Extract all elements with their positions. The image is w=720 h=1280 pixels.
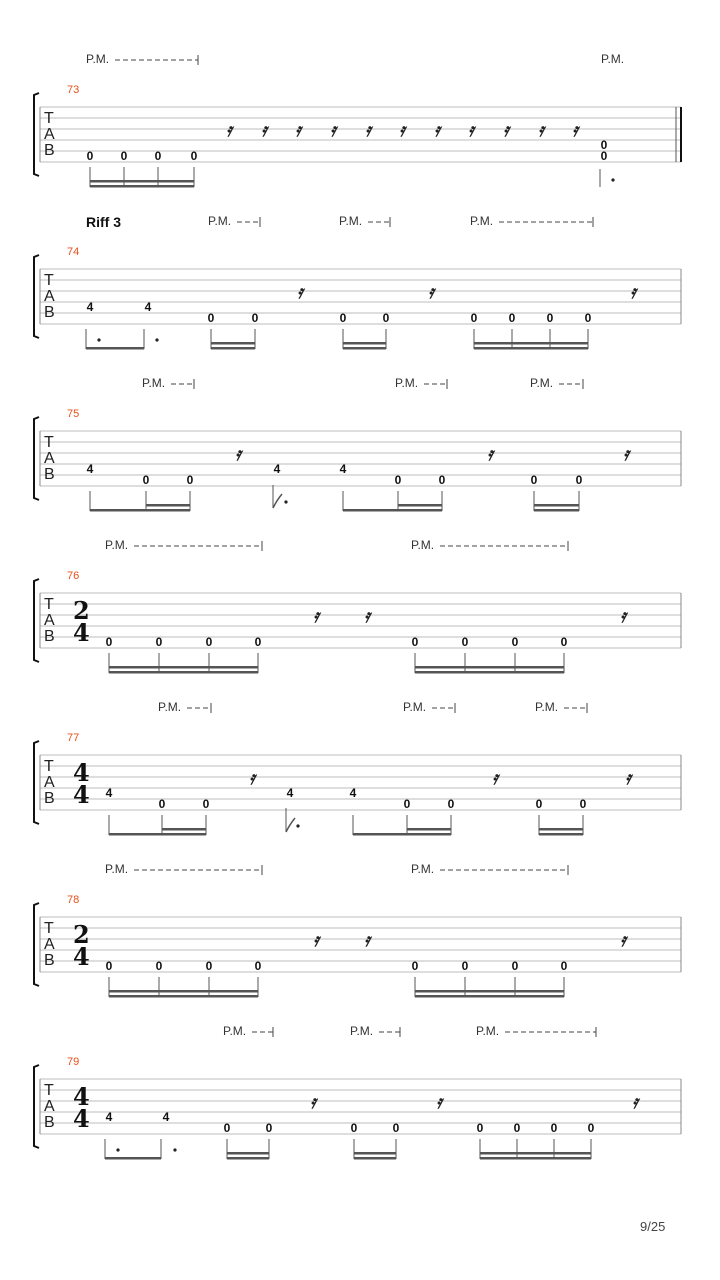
system-bracket [34,93,39,176]
sixteenth-rest: 𝄿 [226,120,232,141]
beam-secondary [227,1152,269,1155]
system-measure-76 [34,538,681,674]
palm-mute-label: P.M. [350,1024,374,1038]
beam [109,671,258,674]
fret-number: 0 [205,635,213,649]
beam [474,347,588,350]
measure-number: 78 [67,894,80,906]
system-bracket [34,1065,39,1148]
fret-number: 0 [251,311,259,325]
sixteenth-rest: 𝄿 [310,1092,316,1113]
fret-number: 0 [560,635,568,649]
palm-mute-label: P.M. [403,700,427,714]
beam [415,671,564,674]
tab-letter-t: T [44,1082,54,1099]
beam [415,995,564,998]
fret-number: 0 [202,797,210,811]
beam [534,509,579,512]
fret-number: 0 [254,959,262,973]
beam-secondary [398,504,442,507]
tab-letter-b: B [44,790,55,807]
tab-letter-a: A [44,288,55,305]
beam-secondary [415,666,564,669]
palm-mute-label: P.M. [105,538,129,552]
time-signature-bottom: 4 [73,780,90,809]
tab-letter-a: A [44,126,55,143]
sixteenth-rest: 𝄿 [492,768,498,789]
sixteenth-rest: 𝄿 [436,1092,442,1113]
fret-number: 0 [600,149,608,163]
measure-number: 75 [67,408,80,420]
fret-number: 0 [411,959,419,973]
time-signature-top: 2 [73,920,90,949]
sixteenth-rest: 𝄿 [620,930,626,951]
system-bracket [34,903,39,986]
sixteenth-rest: 𝄿 [235,444,241,465]
tab-letter-t: T [44,434,54,451]
beam [343,347,386,350]
fret-number: 0 [155,635,163,649]
fret-number: 0 [530,473,538,487]
fret-number: 4 [286,786,294,800]
fret-number: 4 [86,300,94,314]
fret-number: 0 [600,138,608,152]
fret-number: 0 [86,149,94,163]
system-measure-77 [34,700,681,836]
sixteenth-rest: 𝄿 [364,606,370,627]
system-measure-78 [34,862,681,998]
page-number: 9/25 [640,1219,666,1234]
fret-number: 0 [550,1121,558,1135]
palm-mute-label: P.M. [535,700,559,714]
palm-mute-label: P.M. [601,52,625,66]
system-bracket [34,417,39,500]
measure-number: 74 [67,246,80,258]
fret-number: 0 [470,311,478,325]
system-bracket [34,579,39,662]
palm-mute-label: P.M. [158,700,182,714]
system-measure-79 [34,1024,681,1160]
sixteenth-rest: 𝄿 [538,120,544,141]
beam-secondary [480,1152,591,1155]
system-measure-75 [34,376,681,512]
sixteenth-rest: 𝄿 [572,120,578,141]
time-signature-bottom: 4 [73,618,90,647]
beam-secondary [162,828,206,831]
fret-number: 4 [339,462,347,476]
beam [353,833,451,836]
beam [354,1157,396,1160]
beam-secondary [109,666,258,669]
fret-number: 0 [254,635,262,649]
fret-number: 0 [575,473,583,487]
beam [343,509,442,512]
beam [539,833,583,836]
tab-letter-b: B [44,628,55,645]
augmentation-dot [296,824,299,827]
tab-letter-a: A [44,450,55,467]
measure-number: 79 [67,1056,80,1068]
fret-number: 0 [223,1121,231,1135]
tab-letter-a: A [44,936,55,953]
fret-number: 0 [511,635,519,649]
fret-number: 0 [476,1121,484,1135]
beam [211,347,255,350]
sixteenth-rest: 𝄿 [364,930,370,951]
sixteenth-rest: 𝄿 [434,120,440,141]
fret-number: 0 [513,1121,521,1135]
fret-number: 0 [447,797,455,811]
fret-number: 0 [587,1121,595,1135]
sixteenth-rest: 𝄿 [630,282,636,303]
fret-number: 4 [273,462,281,476]
measure-number: 77 [67,732,80,744]
fret-number: 0 [579,797,587,811]
fret-number: 0 [186,473,194,487]
beam [480,1157,591,1160]
system-measure-74 [34,214,681,350]
sixteenth-rest: 𝄿 [632,1092,638,1113]
beam [105,1157,161,1160]
beam-secondary [211,342,255,345]
fret-number: 0 [392,1121,400,1135]
sixteenth-rest: 𝄿 [428,282,434,303]
beam-secondary [539,828,583,831]
sixteenth-rest: 𝄿 [399,120,405,141]
beam-secondary [146,504,190,507]
tab-letter-a: A [44,612,55,629]
tab-letter-t: T [44,758,54,775]
tab-letter-b: B [44,142,55,159]
sixteenth-rest: 𝄿 [249,768,255,789]
fret-number: 0 [154,149,162,163]
sixteenth-rest: 𝄿 [365,120,371,141]
fret-number: 0 [461,959,469,973]
measure-number: 73 [67,84,80,96]
sixteenth-rest: 𝄿 [620,606,626,627]
beam [90,185,194,188]
fret-number: 4 [162,1110,170,1124]
beam-secondary [109,990,258,993]
fret-number: 0 [535,797,543,811]
system-bracket [34,255,39,338]
fret-number: 4 [105,786,113,800]
augmentation-dot [155,338,158,341]
tab-letter-b: B [44,466,55,483]
fret-number: 0 [461,635,469,649]
sixteenth-rest: 𝄿 [313,606,319,627]
palm-mute-label: P.M. [339,214,363,228]
augmentation-dot [284,500,287,503]
palm-mute-label: P.M. [411,538,435,552]
beam [86,347,144,350]
beam [109,995,258,998]
beam-secondary [407,828,451,831]
tab-letter-b: B [44,1114,55,1131]
sixteenth-rest: 𝄿 [313,930,319,951]
beam [227,1157,269,1160]
time-signature-top: 2 [73,596,90,625]
sixteenth-rest: 𝄿 [330,120,336,141]
tab-letter-t: T [44,596,54,613]
note-flag [286,818,295,832]
sixteenth-rest: 𝄿 [625,768,631,789]
beam-secondary [343,342,386,345]
fret-number: 4 [144,300,152,314]
tab-letter-t: T [44,272,54,289]
fret-number: 4 [105,1110,113,1124]
sixteenth-rest: 𝄿 [503,120,509,141]
fret-number: 4 [86,462,94,476]
time-signature-bottom: 4 [73,942,90,971]
fret-number: 0 [120,149,128,163]
fret-number: 0 [411,635,419,649]
tab-letter-a: A [44,774,55,791]
sixteenth-rest: 𝄿 [261,120,267,141]
beam-secondary [474,342,588,345]
palm-mute-label: P.M. [411,862,435,876]
fret-number: 4 [349,786,357,800]
palm-mute-label: P.M. [105,862,129,876]
sixteenth-rest: 𝄿 [487,444,493,465]
fret-number: 0 [394,473,402,487]
beam [90,509,190,512]
sixteenth-rest: 𝄿 [295,120,301,141]
fret-number: 0 [339,311,347,325]
palm-mute-label: P.M. [470,214,494,228]
fret-number: 0 [105,635,113,649]
time-signature-top: 4 [73,758,90,787]
fret-number: 0 [438,473,446,487]
beam-secondary [534,504,579,507]
augmentation-dot [173,1148,176,1151]
fret-number: 0 [403,797,411,811]
tab-letter-t: T [44,110,54,127]
tab-letter-a: A [44,1098,55,1115]
palm-mute-label: P.M. [223,1024,247,1038]
fret-number: 0 [560,959,568,973]
augmentation-dot [611,178,614,181]
beam [109,833,206,836]
system-measure-73 [34,52,681,188]
fret-number: 0 [511,959,519,973]
sixteenth-rest: 𝄿 [297,282,303,303]
fret-number: 0 [155,959,163,973]
fret-number: 0 [205,959,213,973]
sixteenth-rest: 𝄿 [468,120,474,141]
tab-letter-b: B [44,304,55,321]
palm-mute-label: P.M. [86,52,110,66]
augmentation-dot [116,1148,119,1151]
fret-number: 0 [105,959,113,973]
beam-secondary [90,180,194,183]
time-signature-bottom: 4 [73,1104,90,1133]
fret-number: 0 [350,1121,358,1135]
palm-mute-label: P.M. [476,1024,500,1038]
fret-number: 0 [584,311,592,325]
system-bracket [34,741,39,824]
time-signature-top: 4 [73,1082,90,1111]
augmentation-dot [97,338,100,341]
sixteenth-rest: 𝄿 [623,444,629,465]
measure-number: 76 [67,570,80,582]
beam-secondary [354,1152,396,1155]
beam-secondary [415,990,564,993]
fret-number: 0 [190,149,198,163]
fret-number: 0 [207,311,215,325]
section-label: Riff 3 [86,214,121,230]
fret-number: 0 [508,311,516,325]
fret-number: 0 [158,797,166,811]
fret-number: 0 [265,1121,273,1135]
fret-number: 0 [142,473,150,487]
palm-mute-label: P.M. [142,376,166,390]
fret-number: 0 [382,311,390,325]
fret-number: 0 [546,311,554,325]
palm-mute-label: P.M. [208,214,232,228]
tab-letter-t: T [44,920,54,937]
tab-letter-b: B [44,952,55,969]
note-flag [273,494,282,508]
palm-mute-label: P.M. [395,376,419,390]
palm-mute-label: P.M. [530,376,554,390]
